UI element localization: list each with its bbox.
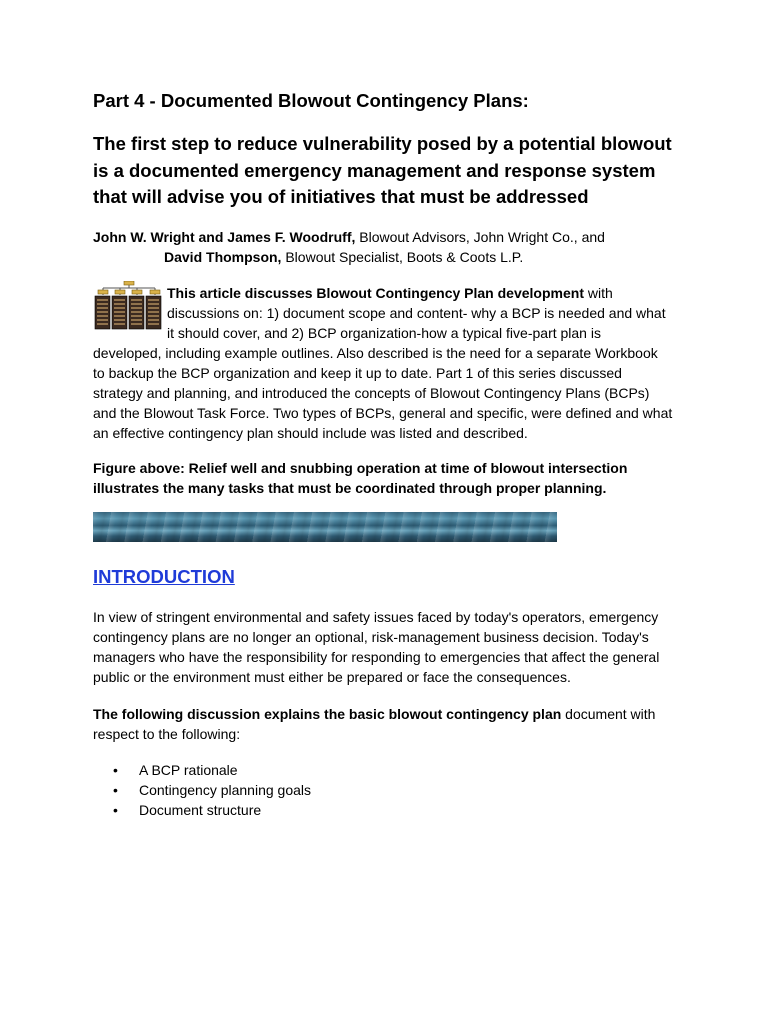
decorative-water-banner bbox=[93, 512, 557, 542]
bullet-icon: • bbox=[113, 781, 118, 798]
figure-caption: Figure above: Relief well and snubbing operation at time of blowout intersection illustrates the many tasks that must be coordinated through proper planning. bbox=[93, 459, 628, 496]
org-chart-icon bbox=[93, 281, 165, 331]
bullet-icon: • bbox=[113, 761, 118, 778]
bullet-icon: • bbox=[113, 801, 118, 818]
author-line-2 bbox=[93, 247, 673, 267]
following-discussion-paragraph bbox=[93, 704, 673, 744]
author-names-1: John W. Wright and James F. Woodruff, bbox=[93, 228, 356, 245]
list-item-text: Document structure bbox=[139, 801, 262, 818]
list-item bbox=[93, 780, 673, 800]
author-block bbox=[93, 227, 673, 267]
following-bold-lead: The following discussion explains the basic blowout contingency plan bbox=[93, 705, 562, 722]
part-title: Part 4 - Documented Blowout Contingency Plans: bbox=[93, 90, 529, 111]
author-line-1 bbox=[93, 227, 673, 247]
list-item bbox=[93, 760, 673, 780]
following-rest: document with respect to the following: bbox=[93, 705, 656, 742]
introduction-paragraph: In view of stringent environmental and safety issues faced by today's operators, emergency contingency plans are no longer an optional, risk-management business decision. Today's managers who have the responsibility for responding to emergencies that affect the general public or the environment must either be prepared or face the consequences. bbox=[93, 608, 660, 685]
introduction-heading[interactable]: INTRODUCTION bbox=[93, 565, 235, 587]
author-affiliation-2: Blowout Specialist, Boots & Coots L.P. bbox=[281, 248, 524, 265]
list-item bbox=[93, 800, 673, 820]
abstract-paragraph bbox=[93, 283, 673, 443]
list-item-text: A BCP rationale bbox=[139, 761, 238, 778]
list-item-text: Contingency planning goals bbox=[139, 781, 312, 798]
author-affiliation-1: Blowout Advisors, John Wright Co., and bbox=[355, 228, 605, 245]
article-subtitle: The first step to reduce vulnerability posed by a potential blowout is a documented emergency management and response system that will advise you of initiatives that must be addressed bbox=[93, 133, 672, 207]
document-page bbox=[93, 88, 673, 820]
abstract-body: with discussions on: 1) document scope and content- why a BCP is needed and what it should cover, and 2) BCP organization-how a typical five-part plan is developed, including example outlines. Also described is the need for a separate Workbook to backup the BCP organization and keep it up to date. Part 1 of this series discussed strategy and planning, and introduced the concepts of Blowout Contingency Plans (BCPs) and the Blowout Task Force. Two types of BCPs, general and specific, were defined and what an effective contingency plan should include was listed and described. bbox=[93, 284, 673, 441]
topic-list bbox=[93, 760, 673, 820]
author-names-2: David Thompson, bbox=[164, 248, 282, 265]
abstract-lead: This article discusses Blowout Contingency Plan development bbox=[167, 284, 584, 301]
